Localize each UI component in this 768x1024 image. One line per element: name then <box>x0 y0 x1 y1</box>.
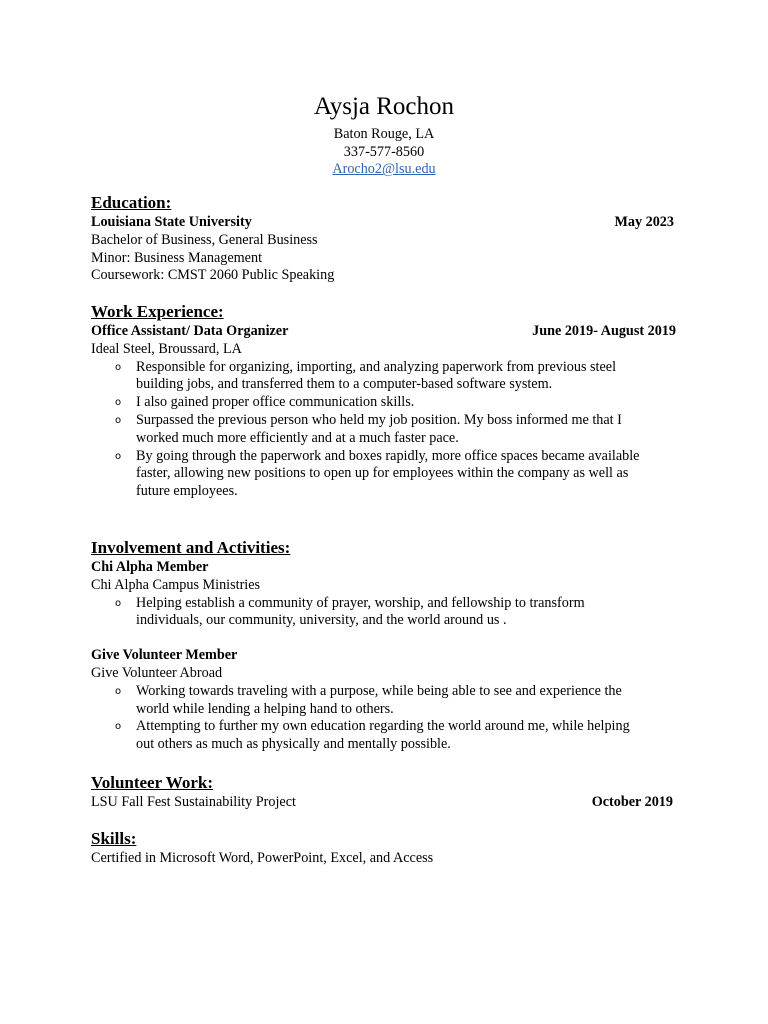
degree: Bachelor of Business, General Business <box>91 231 318 248</box>
involvement-heading: Involvement and Activities: <box>91 538 291 557</box>
bullet-marker: o <box>115 597 122 609</box>
graduation-date: May 2023 <box>614 214 674 230</box>
phone: 337-577-8560 <box>343 143 425 160</box>
bullet-marker: o <box>115 397 122 409</box>
volunteer-section <box>91 773 676 812</box>
list-item: o Responsible for organizing, importing, and analyzing paperwork from previous steel building jobs, and transferred them to a computer-based software system. <box>115 358 617 393</box>
work-heading: Work Experience: <box>91 302 224 321</box>
volunteer-date: October 2019 <box>591 794 673 810</box>
resume-header <box>0 92 768 179</box>
minor: Minor: Business Management <box>91 249 263 266</box>
bullet-marker: o <box>115 450 122 462</box>
bullet-marker: o <box>115 685 122 697</box>
involvement-section <box>91 538 676 754</box>
email-link[interactable]: Arocho2@lsu.edu <box>332 161 436 178</box>
bullet-marker: o <box>115 721 122 733</box>
education-section <box>91 193 676 285</box>
job-title: Office Assistant/ Data Organizer <box>91 323 289 339</box>
coursework: Coursework: CMST 2060 Public Speaking <box>91 267 335 284</box>
skills-heading: Skills: <box>91 829 137 848</box>
bullet-marker: o <box>115 414 122 426</box>
chi-alpha-org: Chi Alpha Campus Ministries <box>91 576 261 593</box>
chi-alpha-bullets <box>91 595 676 631</box>
list-item: o I also gained proper office communication skills. <box>115 394 415 411</box>
give-volunteer-bullets <box>91 683 676 754</box>
skills-section <box>91 829 676 868</box>
applicant-name: Aysja Rochon <box>313 93 455 120</box>
list-item: o Working towards traveling with a purpose, while being able to see and experience the world while lending a helping hand to others. <box>115 682 622 717</box>
skills-text: Certified in Microsoft Word, PowerPoint, Excel, and Access <box>91 850 434 866</box>
school-name: Louisiana State University <box>91 214 252 230</box>
bullet-marker: o <box>115 361 122 373</box>
chi-alpha-title: Chi Alpha Member <box>91 559 209 575</box>
list-item: o Surpassed the previous person who held my job position. My boss informed me that I worked much more efficiently and at a much faster pace. <box>115 411 622 446</box>
volunteer-project: LSU Fall Fest Sustainability Project <box>91 794 296 810</box>
location: Baton Rouge, LA <box>333 126 435 142</box>
company: Ideal Steel, Broussard, LA <box>91 340 242 357</box>
work-section <box>91 302 676 501</box>
list-item: o By going through the paperwork and boxes rapidly, more office spaces became available faster, allowing new positions to open up for employees within the company as well as future employees. <box>115 447 640 500</box>
give-volunteer-title: Give Volunteer Member <box>91 647 238 664</box>
education-heading: Education: <box>91 193 172 212</box>
give-volunteer-org: Give Volunteer Abroad <box>91 664 223 681</box>
list-item: o Attempting to further my own education regarding the world around me, while helping out others as much as physically and mentally possible. <box>115 718 630 753</box>
work-bullets <box>91 359 676 501</box>
job-dates: June 2019- August 2019 <box>532 323 676 339</box>
volunteer-heading: Volunteer Work: <box>91 773 214 792</box>
list-item: o Helping establish a community of prayer, worship, and fellowship to transform individuals, our community, university, and the world around us . <box>115 594 585 629</box>
